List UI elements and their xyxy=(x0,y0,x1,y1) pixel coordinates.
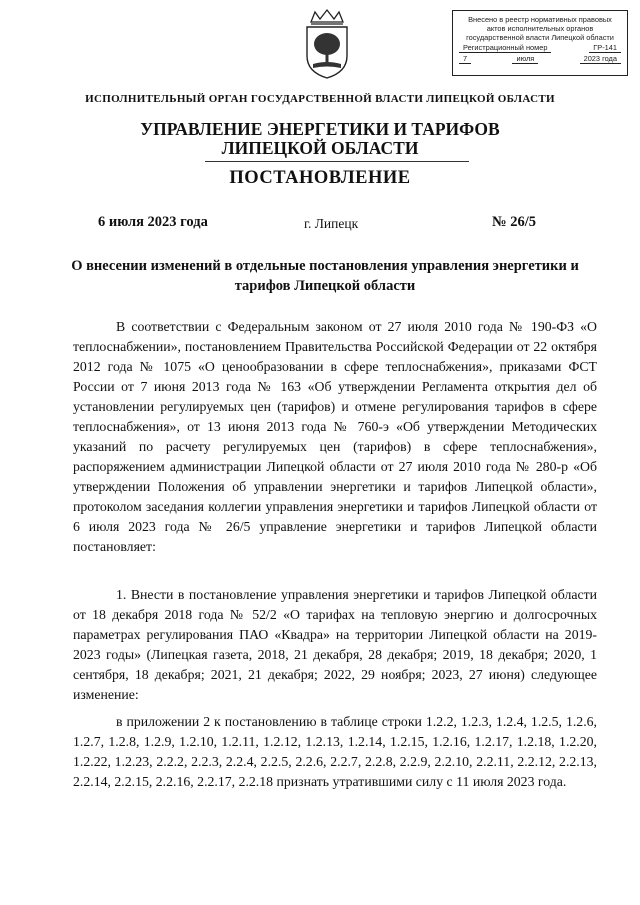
document-number: № 26/5 xyxy=(492,214,536,230)
coat-of-arms-emblem xyxy=(301,8,353,80)
clause-1-detail-paragraph: в приложении 2 к постановлению в таблице строки 1.2.2, 1.2.3, 1.2.4, 1.2.5, 1.2.6, 1.2.7, 1.2.8, 1.2.9, 1.2.10, 1.2.11, 1.2.12, 1.2.13, 1.2.14, 1.2.15, 1.2.16, 1.2.17, 1.2.18, 1.2.20, 1.2.22, 1.2.23, 2.2.2, 2.2.3, 2.2.4, 2.2.5, 2.2.6, 2.2.7, 2.2.8, 2.2.9, 2.2.10, 2.2.11, 2.2.12, 2.2.13, 2.2.14, 2.2.15, 2.2.16, 2.2.17, 2.2.18 признать утратившими силу с 11 июля 2023 года. xyxy=(73,714,597,789)
document-type: ПОСТАНОВЛЕНИЕ xyxy=(229,168,411,188)
stamp-line: Внесено в реестр нормативных правовых xyxy=(468,15,612,24)
department-line-2: ЛИПЕЦКОЙ ОБЛАСТИ xyxy=(221,138,419,158)
stamp-year: 2023 года xyxy=(580,54,621,64)
stamp-day: 7 xyxy=(459,54,471,64)
org-name: ИСПОЛНИТЕЛЬНЫЙ ОРГАН ГОСУДАРСТВЕННОЙ ВЛАСТИ ЛИПЕЦКОЙ ОБЛАСТИ xyxy=(85,93,555,105)
document-city: г. Липецк xyxy=(304,216,359,231)
preamble-paragraph: В соответствии с Федеральным законом от 27 июля 2010 года № 190-ФЗ «О теплоснабжении», постановлением Правительства Российской Федерации от 22 октября 2012 года № 1075 «О ценообразовании в сфере теплоснабжения», приказами ФСТ России от 7 июня 2013 года № 163 «Об утверждении Регламента открытия дел об установлении регулируемых цен (тарифов) и отмене регулирования тарифов в сфере теплоснабжения», от 13 июня 2013 года № 760-э «Об утверждении Методических указаний по расчету регулируемых цен (тарифов) в сфере теплоснабжения», распоряжением администрации Липецкой области от 27 июля 2010 года № 280-р «Об утверждении Положения об управлении энергетики и тарифов Липецкой области», протоколом заседания коллегии управления энергетики и тарифов Липецкой области от 6 июля 2023 года № 26/5 управление энергетики и тарифов Липецкой области постановляет: xyxy=(73,319,597,554)
stamp-line: государственной власти Липецкой области xyxy=(466,33,614,42)
stamp-line: актов исполнительных органов xyxy=(486,24,594,33)
stamp-reg-number: ГР-141 xyxy=(589,43,621,53)
department-name xyxy=(0,120,640,158)
clause-1-paragraph: 1. Внести в постановление управления энергетики и тарифов Липецкой области от 18 декабря 2018 года № 52/2 «О тарифах на тепловую энергию и долгосрочных параметрах регулирования ПАО «Квадра» на территории Липецкой области на 2019-2023 годы» (Липецкая газета, 2018, 21 декабря, 28 декабря; 2019, 18 декабря; 2020, 1 сентября, 18 декабря; 2021, 21 декабря; 2022, 29 ноября; 2023, 27 июня) следующее изменение: xyxy=(73,587,597,702)
stamp-month: июля xyxy=(512,54,538,64)
department-line-1: УПРАВЛЕНИЕ ЭНЕРГЕТИКИ И ТАРИФОВ xyxy=(140,119,500,139)
stamp-reg-label: Регистрационный номер xyxy=(459,43,551,53)
document-date: 6 июля 2023 года xyxy=(98,214,208,230)
document-title: О внесении изменений в отдельные постановления управления энергетики и тарифов Липецкой области xyxy=(71,258,579,294)
registration-stamp xyxy=(452,10,628,76)
divider xyxy=(205,161,469,162)
